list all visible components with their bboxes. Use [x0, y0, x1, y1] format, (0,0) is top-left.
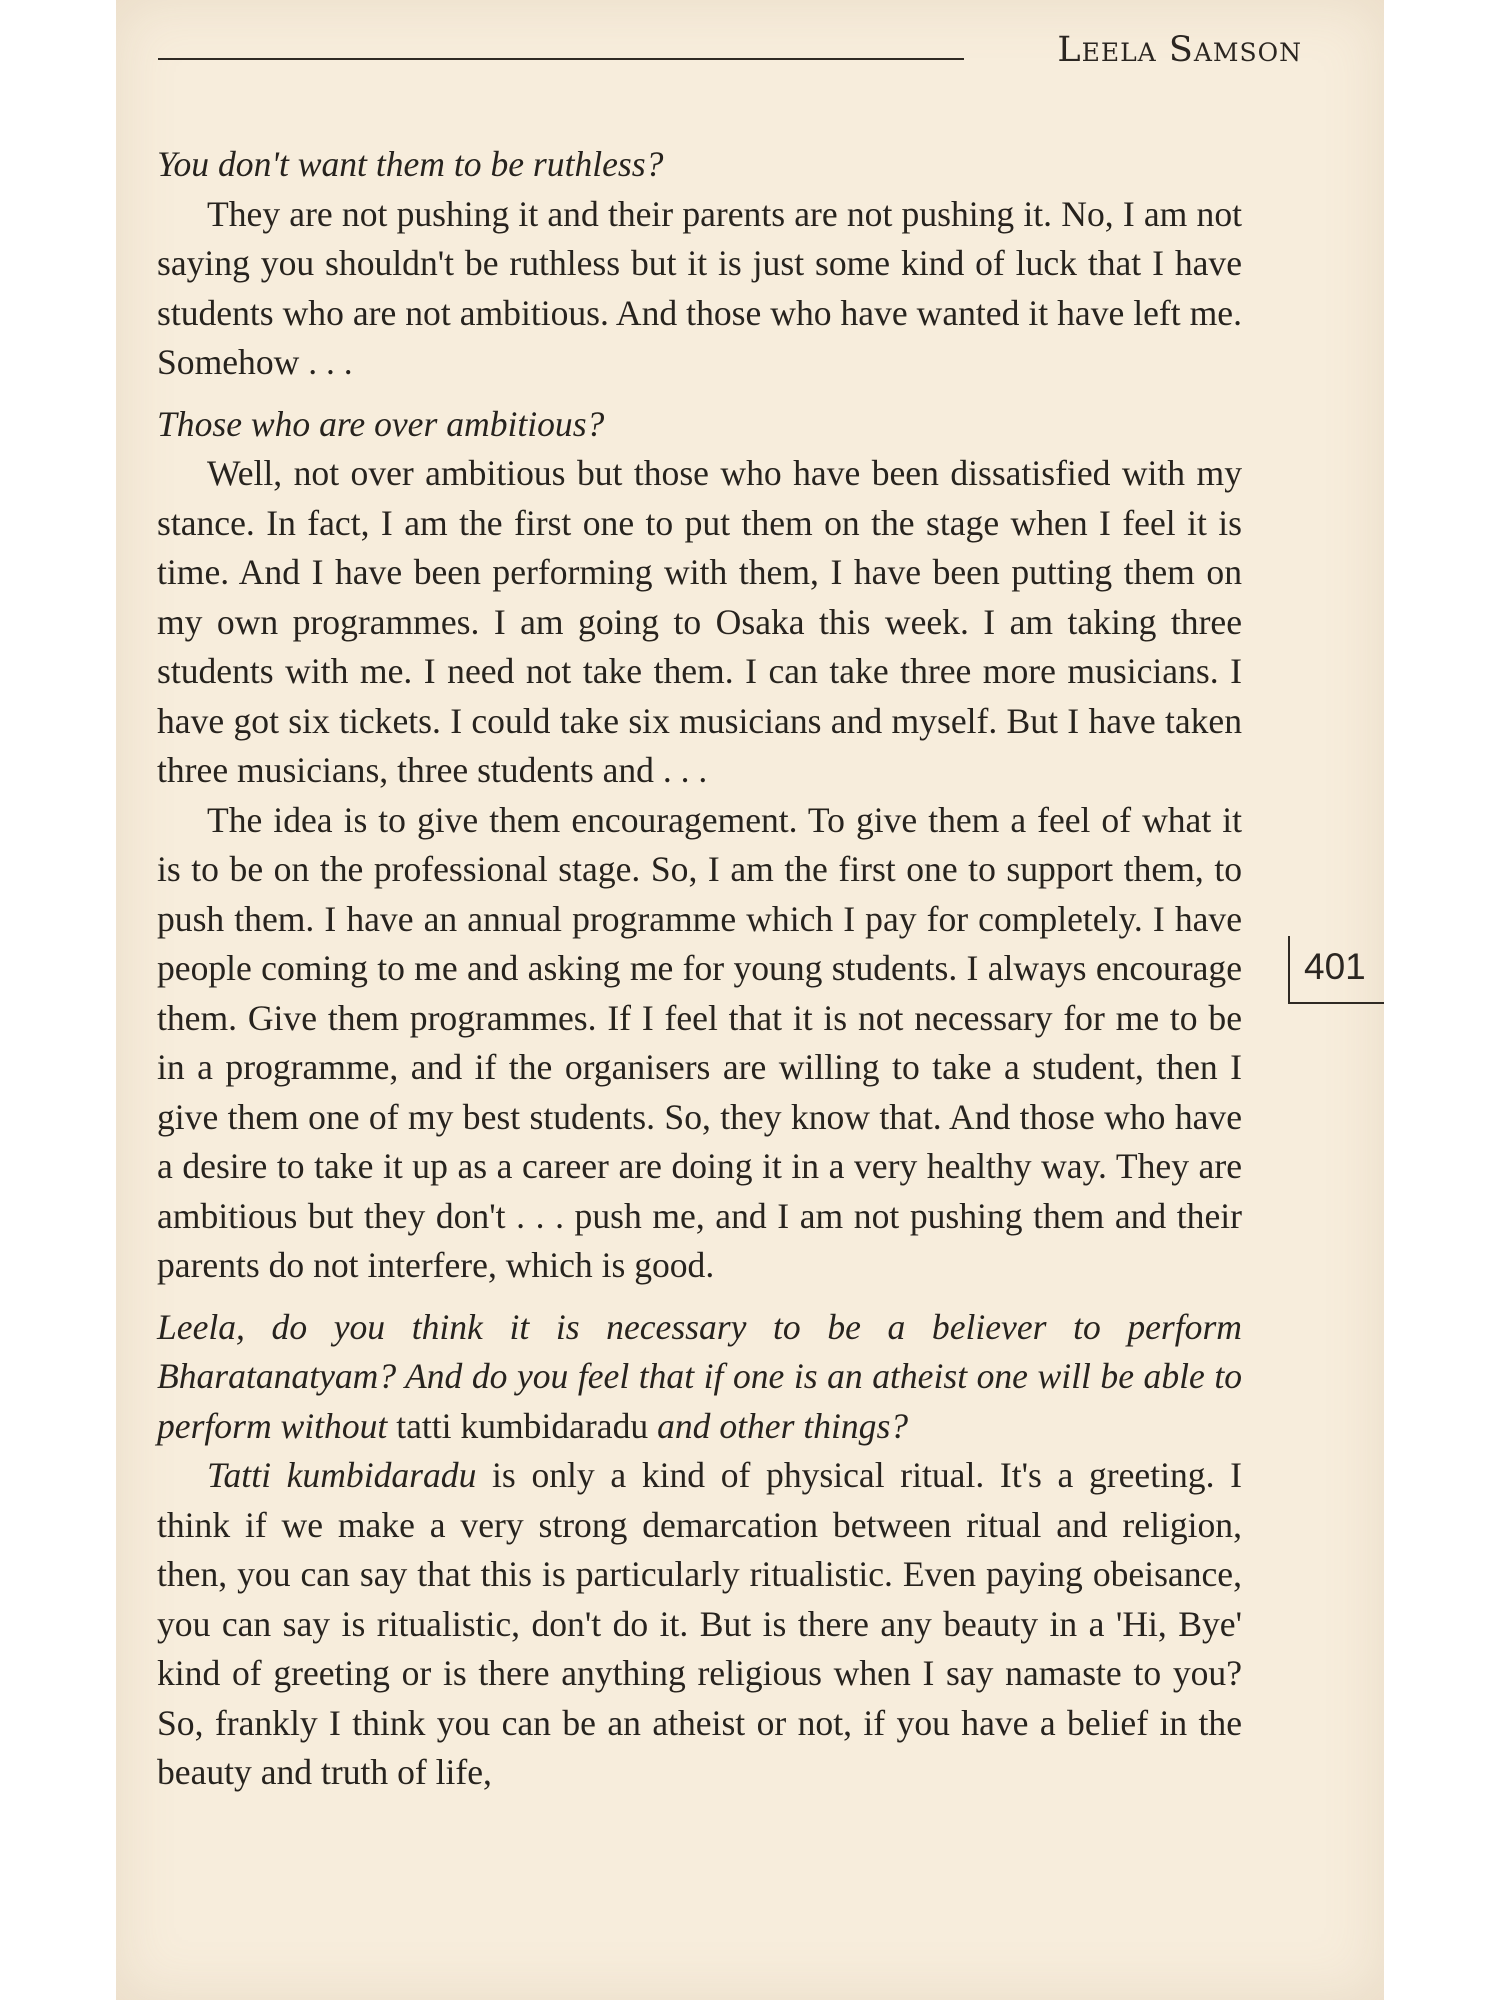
header-author: Leela Samson — [1057, 30, 1302, 70]
answer-1: They are not pushing it and their parents are not pushing it. No, I am not saying you shouldn't be ruthless but it is just some kind of luck that I have students who are not ambitious. And those who have wanted it have left me. Somehow . . . — [157, 193, 1242, 382]
body-text — [157, 140, 1242, 1798]
answer-3-text: is only a kind of physical ritual. It's a greeting. I think if we make a very strong demarcation between ritual and religion, then, you can say that this is particularly ritualistic. Even paying obeisance, you can say is ritualistic, don't do it. But is there any beauty in a 'Hi, Bye' kind of greeting or is there anything religious when I say namaste to you? So, frankly I think you can be an atheist or not, if you have a belief in the beauty and truth of life, — [157, 1455, 1242, 1792]
question-2: Those who are over ambitious? — [157, 403, 605, 444]
answer-3 — [157, 1451, 1242, 1798]
question-3-text: Leela, do you think it is necessary to be a believer to perform Bharatanatyam? And do you feel that if one is an atheist one will be able to perform without — [157, 1306, 1242, 1446]
question-3 — [157, 1303, 1242, 1452]
page-number-box — [1288, 936, 1384, 1004]
question-3-text-end: and other things? — [657, 1405, 909, 1446]
question-3-term: tatti kumbidaradu — [396, 1405, 649, 1446]
book-page — [116, 0, 1384, 2000]
answer-2-continued: The idea is to give them encouragement. To give them a feel of what it is to be on the professional stage. So, I am the first one to support them, to push them. I have an annual programme which I pay for completely. I have people coming to me and asking me for young students. I always encourage them. Give them programmes. If I feel that it is not necessary for me to be in a programme, and if the organisers are willing to take a student, then I give them one of my best students. So, they know that. And those who have a desire to take it up as a career are doing it in a very healthy way. They are ambitious but they don't . . . push me, and I am not pushing them and their parents do not interfere, which is good. — [157, 799, 1242, 1285]
question-1: You don't want them to be ruthless? — [157, 144, 664, 184]
header-rule — [158, 58, 964, 60]
answer-3-term: Tatti kumbidaradu — [207, 1455, 477, 1495]
page-number: 401 — [1304, 946, 1366, 987]
answer-2: Well, not over ambitious but those who have been dissatisfied with my stance. In fact, I am the first one to put them on the stage when I feel it is time. And I have been performing with them, I have been putting them on my own programmes. I am going to Osaka this week. I am taking three students with me. I need not take them. I can take three more musicians. I have got six tickets. I could take six musicians and myself. But I have taken three musicians, three students and . . . — [157, 453, 1242, 790]
running-head — [158, 30, 1362, 74]
